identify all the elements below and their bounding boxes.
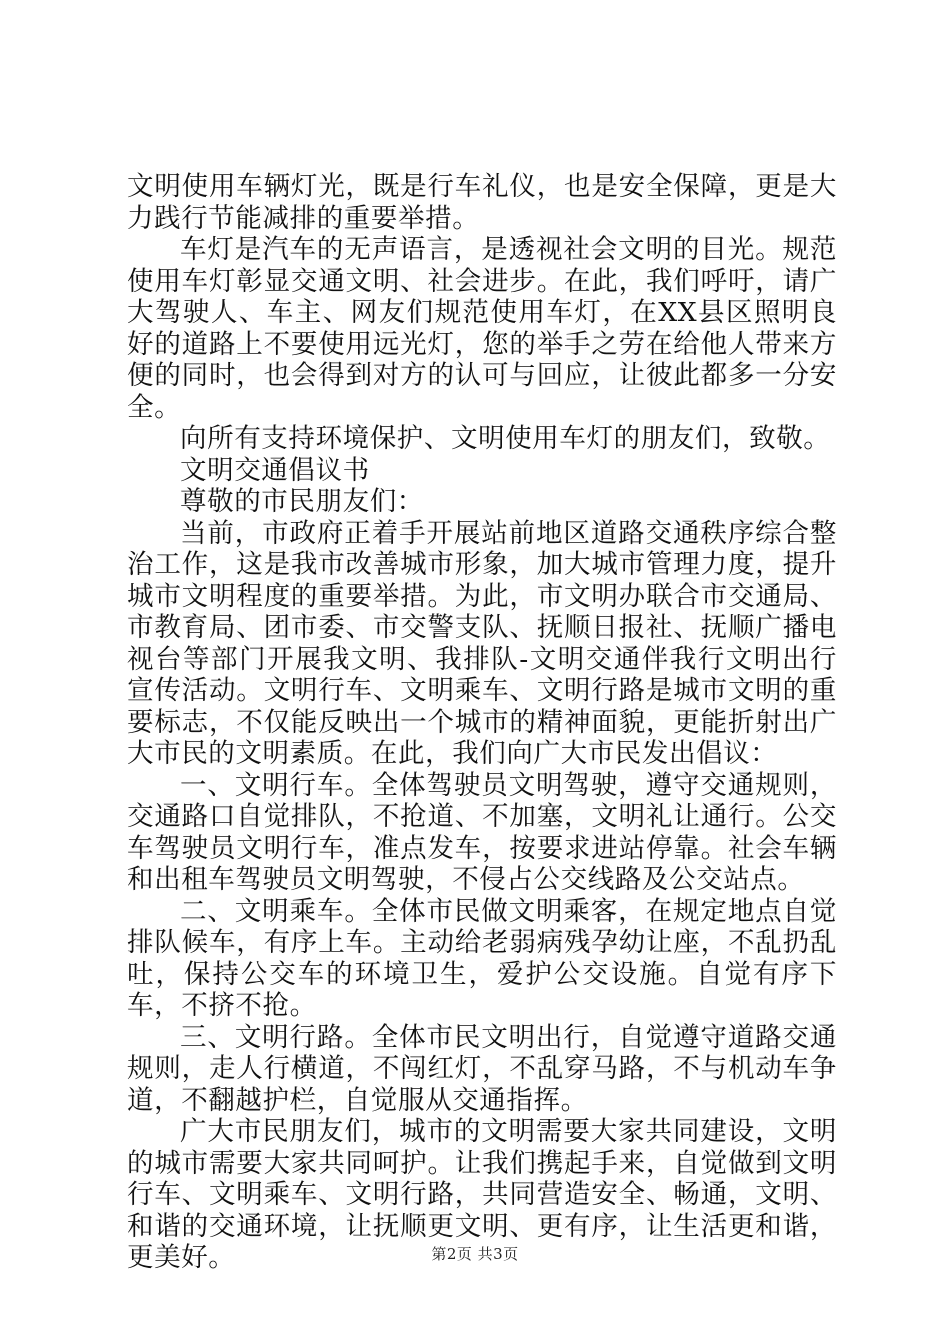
paragraph-item-3: 三、文明行路。全体市民文明出行，自觉遵守道路交通规则，走人行横道，不闯红灯，不乱穿马路，不与机动车争道，不翻越护栏，自觉服从交通指挥。 [127, 1021, 837, 1116]
salutation: 尊敬的市民朋友们： [180, 486, 424, 517]
paragraph-item-1: 一、文明行车。全体驾驶员文明驾驶，遵守交通规则，交通路口自觉排队，不抢道、不加塞，文明礼让通行。公交车驾驶员文明行车，准点发车，按要求进站停靠。社会车辆和出租车驾驶员文明驾驶，不侵占公交线路及公交站点。 [127, 769, 837, 895]
paragraph-3: 向所有支持环境保护、文明使用车灯的朋友们，致敬。 [180, 423, 831, 454]
document-body [127, 171, 837, 1274]
paragraph-1: 文明使用车辆灯光，既是行车礼仪，也是安全保障，更是大力践行节能减排的重要举措。 [127, 171, 837, 234]
page-footer: 第2页 共3页 [431, 1245, 519, 1263]
paragraph-2: 车灯是汽车的无声语言，是透视社会文明的目光。规范使用车灯彰显交通文明、社会进步。在此，我们呼吁，请广大驾驶人、车主、网友们规范使用车灯，在XX县区照明良好的道路上不要使用远光灯，您的举手之劳在给他人带来方便的同时，也会得到对方的认可与回应，让彼此都多一分安全。 [127, 234, 837, 423]
paragraph-item-2: 二、文明乘车。全体市民做文明乘客，在规定地点自觉排队候车，有序上车。主动给老弱病残孕幼让座，不乱扔乱吐，保持公交车的环境卫生，爱护公交设施。自觉有序下车，不挤不抢。 [127, 895, 837, 1021]
paragraph-intro: 当前，市政府正着手开展站前地区道路交通秩序综合整治工作，这是我市改善城市形象，加大城市管理力度，提升城市文明程度的重要举措。为此，市文明办联合市交通局、市教育局、团市委、市交警支队、抚顺日报社、抚顺广播电视台等部门开展我文明、我排队-文明交通伴我行文明出行宣传活动。文明行车、文明乘车、文明行路是城市文明的重要标志，不仅能反映出一个城市的精神面貌，更能折射出广大市民的文明素质。在此，我们向广大市民发出倡议： [127, 517, 837, 769]
document-title: 文明交通倡议书 [180, 454, 370, 486]
paragraph-closing: 广大市民朋友们，城市的文明需要大家共同建设，文明的城市需要大家共同呵护。让我们携起手来，自觉做到文明行车、文明乘车、文明行路，共同营造安全、畅通，文明、和谐的交通环境，让抚顺更文明、更有序，让生活更和谐，更美好。 [127, 1116, 837, 1273]
